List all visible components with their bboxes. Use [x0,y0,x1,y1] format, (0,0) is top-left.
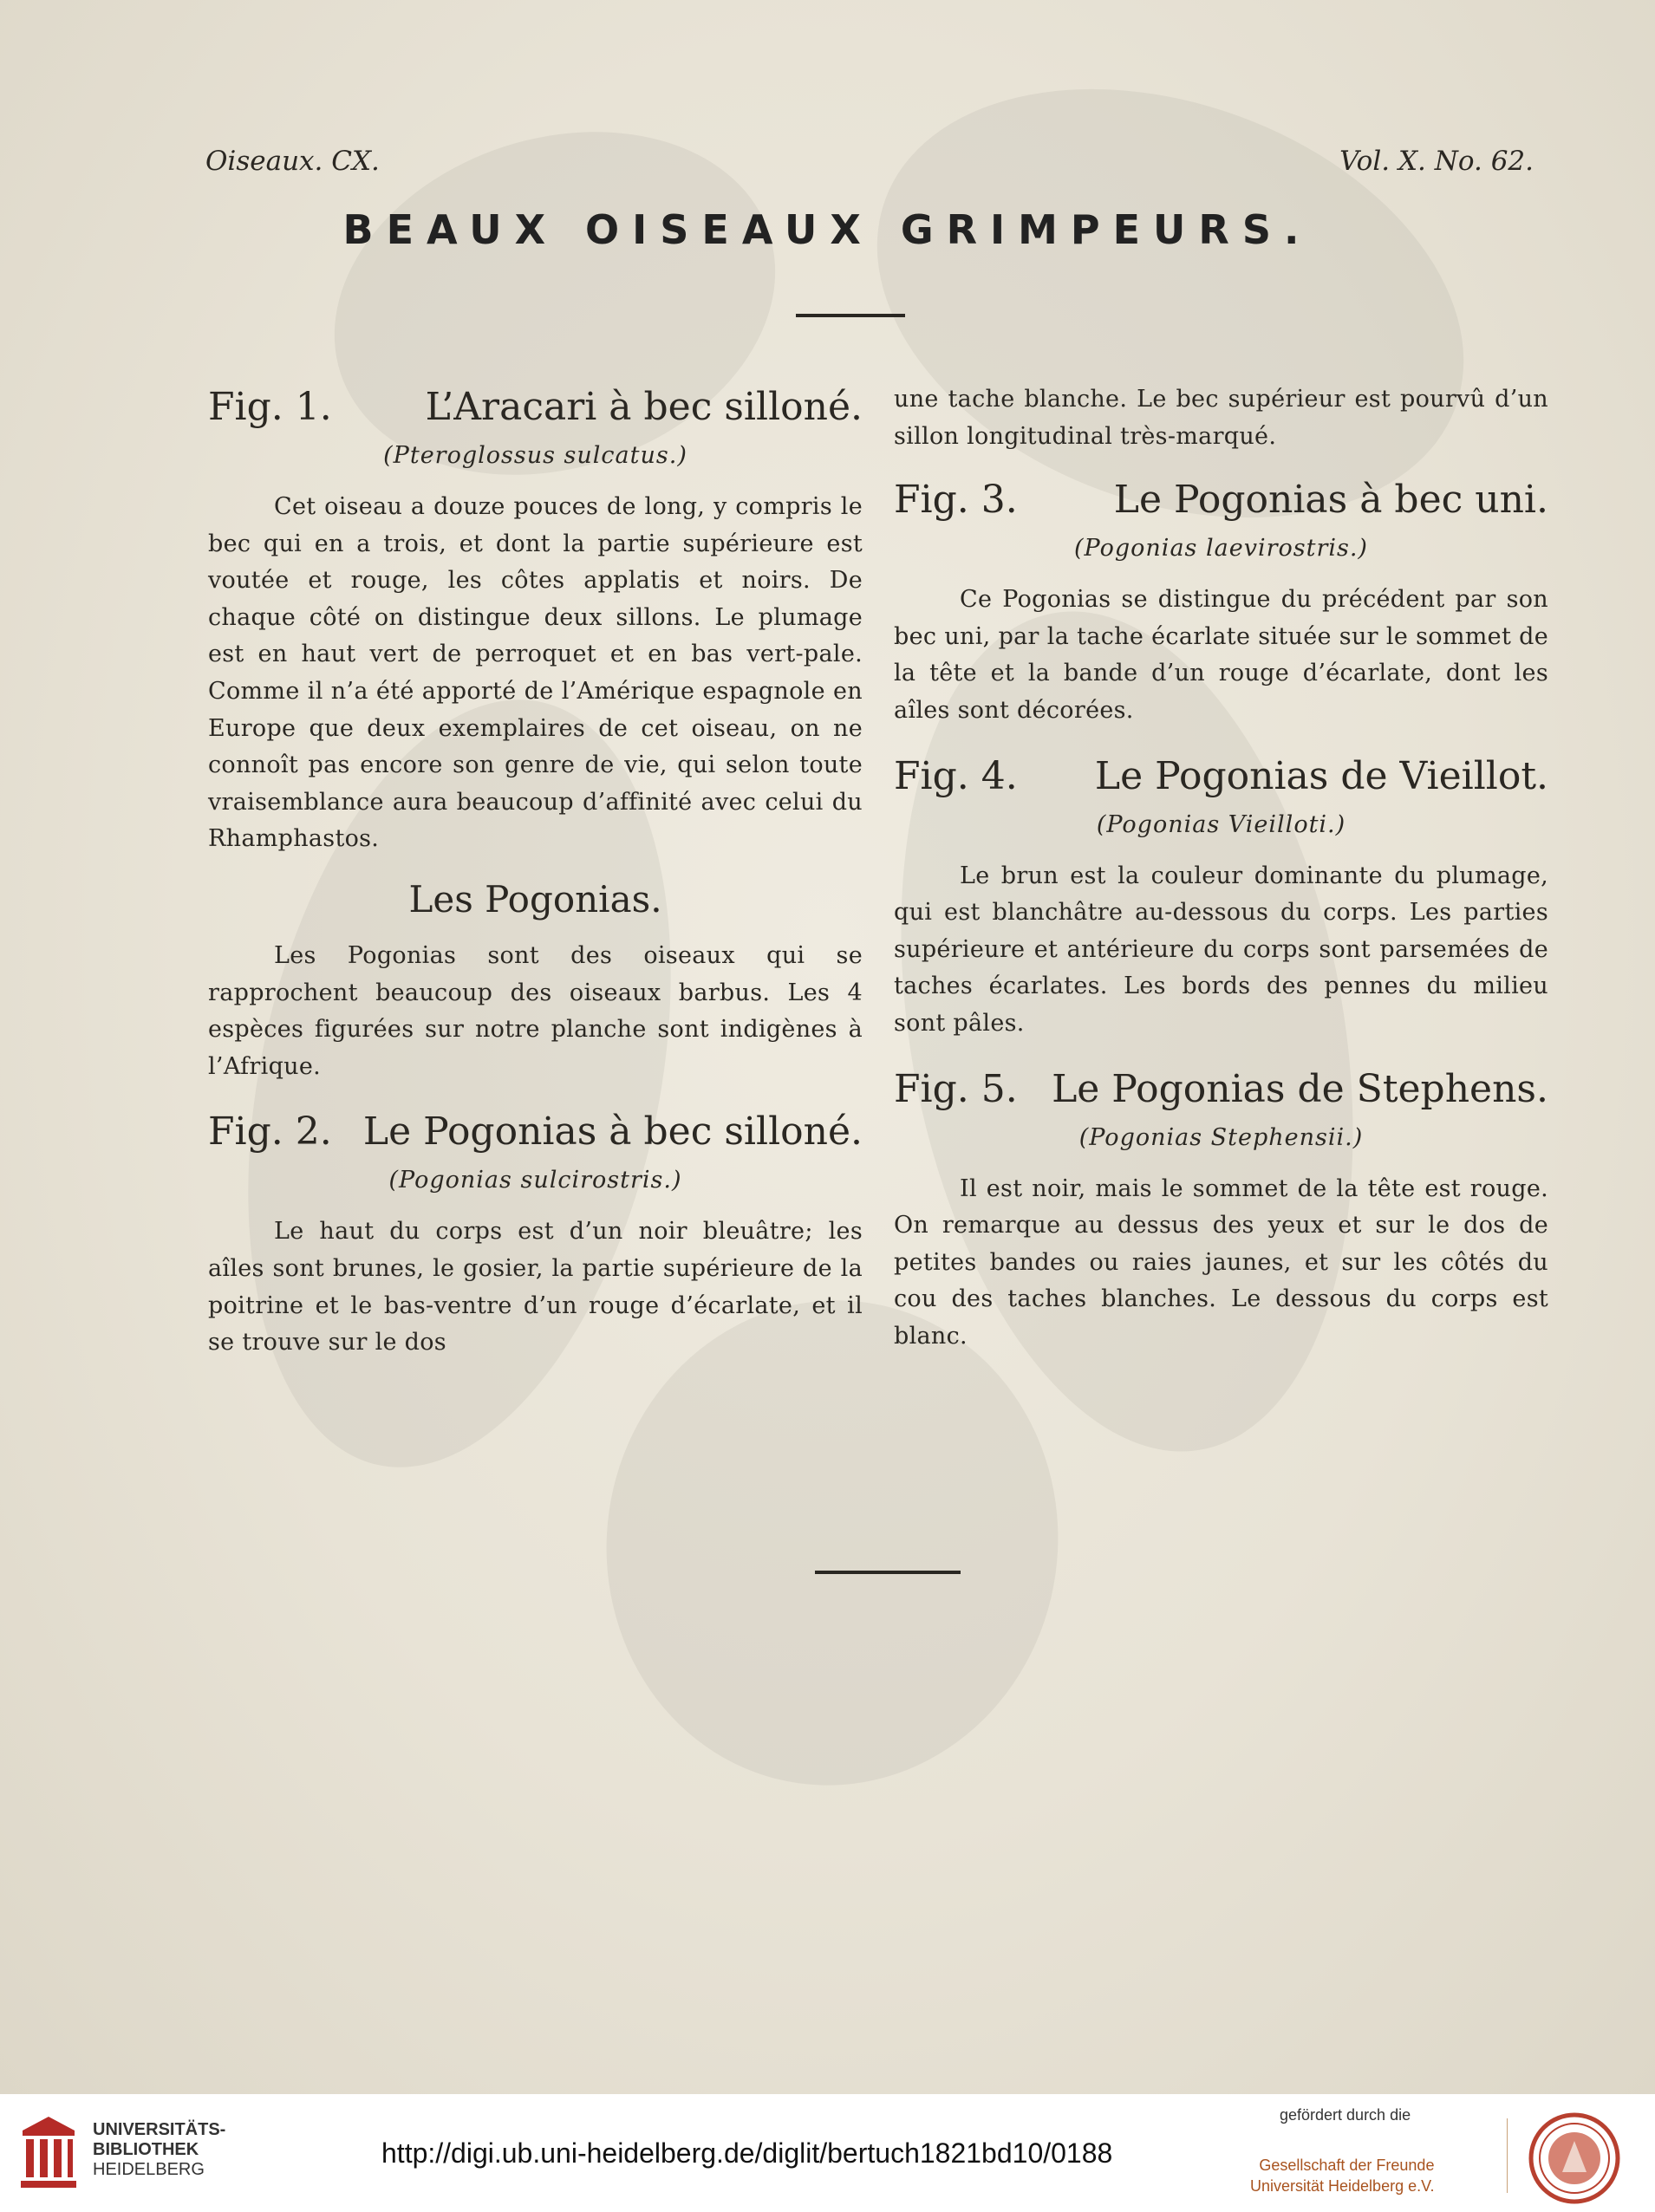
fig5-title: Le Pogonias de Stephens. [1052,1066,1548,1111]
fig2-title: Le Pogonias à bec silloné. [362,1109,863,1155]
pogonias-section-heading: Les Pogonias. [408,877,662,921]
fig5-latin-name: (Pogonias Stephensii.) [1078,1123,1364,1151]
library-name-line1: UNIVERSITÄTS- [93,2120,226,2139]
page-title: BEAUX OISEAUX GRIMPEURS. [342,206,1313,253]
fig3-heading [894,474,1548,526]
fig1-number: Fig. 1. [208,385,332,429]
fig5-text: Il est noir, mais le sommet de la tête est rouge. On remarque au dessus des yeux et sur le dos de petites bandes ou raies jaunes, et sur les côtés du cou des taches blanches. Le dessous du corps est blanc. [894,1174,1548,1350]
fig2-latin-name: (Pogonias sulcirostris.) [388,1167,682,1194]
fig4-title: Le Pogonias de Vieillot. [1094,753,1548,798]
fig4-text: Le brun est la couleur dominante du plumage, qui est blanchâtre au-dessous du corps. Les parties supérieure et antérieure du corps sont parsemées de taches écarlates. Les bords des pennes du milieu sont pâles. [894,862,1548,1037]
pogonias-intro-text: Les Pogonias sont des oiseaux qui se rapprochent beaucoup des oiseaux barbus. Les 4 espèces figurées sur notre planche sont indigènes à l’Afrique. [208,941,863,1080]
university-library-logo-icon [17,2113,80,2193]
fig1-text: Cet oiseau a douze pouces de long, y compris le bec qui en a trois, et dont la partie supérieure est voutée et rouge, les côtes applatis et noirs. De chaque côté on distingue deux sillons. Le plumage est en haut vert de perroquet et en bas vert-pale. Comme il n’a été apporté de l’Amérique espagnole en Europe que deux exemplaires de cet oiseau, on ne connoît pas encore son genre de vie, qui selon toute vraisemblance aura beaucoup d’affinité avec celui du Rhamphastos. [208,493,863,853]
pogonias-intro-paragraph [208,938,863,1085]
fig4-paragraph [894,858,1548,1043]
fig1-heading [208,381,863,433]
fig3-paragraph [894,582,1548,729]
fig1-title: L’Aracari à bec silloné. [425,385,863,429]
fig1-paragraph [208,489,863,858]
library-name-line3: HEIDELBERG [93,2160,205,2179]
fig2-paragraph [208,1213,863,1361]
fig3-text: Ce Pogonias se distingue du précédent par son bec uni, par la tache écarlate située sur le sommet de la tête et la bande d’un rouge d’écarlate, dont les aîles sont décorées. [894,586,1548,724]
fig3-latin-name: (Pogonias laevirostris.) [1074,535,1368,563]
library-name-line2: BIBLIOTHEK [93,2140,199,2159]
digitization-footer [0,2094,1655,2212]
fig2-heading [208,1106,863,1158]
permalink-url[interactable]: http://digi.ub.uni-heidelberg.de/diglit/bertuch1821bd10/0188 [381,2137,1113,2169]
fig5-heading [894,1064,1548,1116]
fig3-number: Fig. 3. [894,478,1018,523]
fig5-number: Fig. 5. [894,1066,1018,1111]
header-section-label: Oiseaux. CX. [205,146,380,177]
fig4-number: Fig. 4. [894,753,1018,798]
end-divider [815,1571,961,1574]
sponsor-label: gefördert durch die [1280,2106,1411,2124]
sponsor-name [1250,2155,1434,2196]
university-seal-icon [1528,2111,1621,2205]
title-divider [796,314,905,317]
fig4-latin-name: (Pogonias Vieilloti.) [1096,810,1346,838]
fig4-heading [894,751,1548,803]
sponsor-divider [1507,2118,1508,2193]
left-column [208,381,863,1377]
fig2-continuation: une tache blanche. Le bec supérieur est pourvû d’un sillon longitudinal très-marqué. [894,386,1548,450]
sponsor-name-line2: Universität Heidelberg e.V. [1250,2177,1435,2195]
right-column [894,381,1548,1371]
university-library-name [93,2120,225,2180]
fig1-latin-name: (Pteroglossus sulcatus.) [383,442,687,469]
fig5-paragraph [894,1171,1548,1356]
sponsor-name-line1: Gesellschaft der Freunde [1259,2157,1435,2174]
header-volume-label: Vol. X. No. 62. [1339,146,1534,177]
fig2-number: Fig. 2. [208,1109,332,1155]
fig3-title: Le Pogonias à bec uni. [1113,478,1548,523]
fig2-text: Le haut du corps est d’un noir bleuâtre; les aîles sont brunes, le gosier, la partie supérieure de la poitrine et le bas-ventre d’un rouge d’écarlate, et il se trouve sur le dos [208,1218,863,1356]
